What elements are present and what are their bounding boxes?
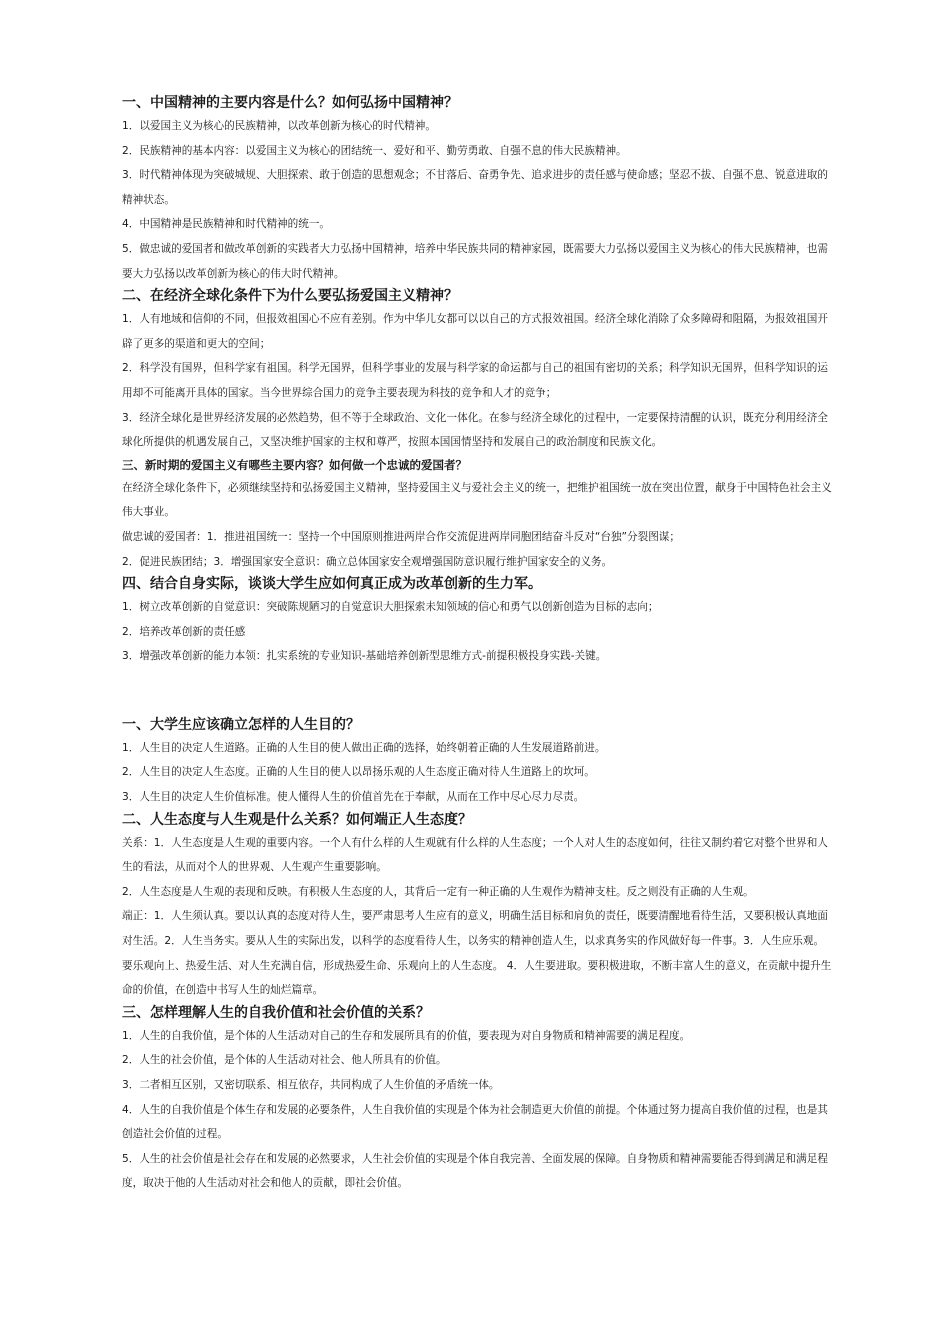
answer-paragraph: 端正：1．人生须认真。要以认真的态度对待人生，要严肃思考人生应有的意义，明确生活目标和肩负的责任，既要清醒地看待生活，又要积极认真地面对生活。2．人生当务实。要从人生的实际出发，以科学的态度看待人生，以务实的精神创造人生，以求真务实的作风做好每一件事。3．人生应乐观。要乐观向上、热爱生活、对人生充满自信，形成热爱生命、乐观向上的人生态度。 4．人生要进取。要积极进取，不断丰富人生的意义，在贡献中提升生命的价值，在创造中书写人生的灿烂篇章。 <box>122 910 832 997</box>
answer-paragraph: 1．人有地域和信仰的不同，但报效祖国心不应有差别。作为中华儿女都可以以自己的方式报效祖国。经济全球化消除了众多障碍和阻隔，为报效祖国开辟了更多的渠道和更大的空间； <box>122 313 828 350</box>
question-heading: 四、结合自身实际，谈谈大学生应如何真正成为改革创新的生力军。 <box>122 576 542 593</box>
answer-paragraph: 做忠诚的爱国者：1．推进祖国统一：坚持一个中国原则推进两岸合作交流促进两岸同胞团结奋斗反对“台独”分裂图谋； <box>122 530 680 543</box>
question-heading: 二、人生态度与人生观是什么关系？如何端正人生态度？ <box>122 811 472 828</box>
question-heading: 二、在经济全球化条件下为什么要弘扬爱国主义精神？ <box>122 288 458 305</box>
question-heading: 一、大学生应该确立怎样的人生目的？ <box>122 716 360 733</box>
answer-paragraph: 2．民族精神的基本内容：以爱国主义为核心的团结统一、爱好和平、勤劳勇敢、自强不息的伟大民族精神。 <box>122 144 627 157</box>
answer-paragraph: 3．人生目的决定人生价值标准。使人懂得人生的价值首先在于奉献，从而在工作中尽心尽力尽责。 <box>122 791 585 804</box>
question-section <box>122 286 832 455</box>
answer-paragraph: 3．时代精神体现为突破城规、大胆探索、敢于创造的思想观念；不甘落后、奋勇争先、追求进步的责任感与使命感；坚忍不拔、自强不息、锐意进取的精神状态。 <box>122 169 828 206</box>
answer-paragraph: 1．人生的自我价值，是个体的人生活动对自己的生存和发展所具有的价值，要表现为对自身物质和精神需要的满足程度。 <box>122 1029 691 1042</box>
question-section <box>122 810 832 1003</box>
answer-paragraph: 在经济全球化条件下，必须继续坚持和弘扬爱国主义精神，坚持爱国主义与爱社会主义的统一，把维护祖国统一放在突出位置，献身于中国特色社会主义伟大事业。 <box>122 481 832 519</box>
section-spacer <box>122 669 832 715</box>
question-section <box>122 574 832 669</box>
answer-paragraph: 3．增强改革创新的能力本领：扎实系统的专业知识-基础培养创新型思维方式-前提积极投身实践-关键。 <box>122 650 607 663</box>
answer-paragraph: 2．人生的社会价值，是个体的人生活动对社会、他人所具有的价值。 <box>122 1054 447 1067</box>
answer-paragraph: 1．人生目的决定人生道路。正确的人生目的使人做出正确的选择，始终朝着正确的人生发展道路前进。 <box>122 741 606 754</box>
answer-paragraph: 2．科学没有国界，但科学家有祖国。科学无国界，但科学事业的发展与科学家的命运都与自己的祖国有密切的关系；科学知识无国界，但科学知识的运用却不可能离开具体的国家。当今世界综合国力的竞争主要表现为科技的竞争和人才的竞争； <box>122 362 828 399</box>
question-heading: 一、中国精神的主要内容是什么？如何弘扬中国精神？ <box>122 95 458 111</box>
answer-paragraph: 4．中国精神是民族精神和时代精神的统一。 <box>122 218 331 231</box>
answer-paragraph: 关系：1．人生态度是人生观的重要内容。一个人有什么样的人生观就有什么样的人生态度；一个人对人生的态度如何，往往又制约着它对整个世界和人生的看法，从而对个人的世界观、人生观产生重要影响。 <box>122 836 828 874</box>
answer-paragraph: 2．人生态度是人生观的表现和反映。有积极人生态度的人，其背后一定有一种正确的人生观作为精神支柱。反之则没有正确的人生观。 <box>122 885 754 898</box>
answer-paragraph: 1．以爱国主义为核心的民族精神，以改革创新为核心的时代精神。 <box>122 120 436 132</box>
answer-paragraph: 3．经济全球化是世界经济发展的必然趋势，但不等于全球政治、文化一体化。在参与经济全球化的过程中，一定要保持清醒的认识，既充分利用经济全球化所提供的机遇发展自己，又坚决维护国家的主权和尊严，按照本国国情坚持和发展自己的政治制度和民族文化。 <box>122 411 828 449</box>
answer-paragraph: 3．二者相互区别，又密切联系、相互依存，共同构成了人生价值的矛盾统一体。 <box>122 1079 500 1091</box>
answer-paragraph: 4．人生的自我价值是个体生存和发展的必要条件，人生自我价值的实现是个体为社会制造更大价值的前提。个体通过努力提高自我价值的过程，也是其创造社会价值的过程。 <box>122 1103 828 1141</box>
answer-paragraph: 5．人生的社会价值是社会存在和发展的必然要求，人生社会价值的实现是个体自我完善、全面发展的保障。自身物质和精神需要能否得到满足和满足程度，取决于他的人生活动对社会和他人的贡献，即社会价值。 <box>122 1152 828 1190</box>
question-section <box>122 455 832 574</box>
answer-paragraph: 5．做忠诚的爱国者和做改革创新的实践者大力弘扬中国精神，培养中华民族共同的精神家园，既需要大力弘扬以爱国主义为核心的伟大民族精神，也需要大力弘扬以改革创新为核心的伟大时代精神。 <box>122 242 828 280</box>
answer-paragraph: 2．促进民族团结；3．增强国家安全意识：确立总体国家安全观增强国防意识履行维护国家安全的义务。 <box>122 555 613 568</box>
answer-paragraph: 1．树立改革创新的自觉意识：突破陈规陋习的自觉意识大胆探索未知领域的信心和勇气以创新创造为目标的志向； <box>122 601 659 614</box>
question-section <box>122 93 832 286</box>
question-heading: 三、新时期的爱国主义有哪些主要内容？如何做一个忠诚的爱国者？ <box>122 457 467 472</box>
document-page <box>122 93 832 1196</box>
answer-paragraph: 2．培养改革创新的责任感 <box>122 625 246 638</box>
answer-paragraph: 2．人生目的决定人生态度。正确的人生目的使人以昂扬乐观的人生态度正确对待人生道路上的坎坷。 <box>122 766 595 779</box>
question-heading: 三、怎样理解人生的自我价值和社会价值的关系？ <box>122 1004 430 1021</box>
question-section <box>122 1003 832 1196</box>
question-section <box>122 715 832 810</box>
